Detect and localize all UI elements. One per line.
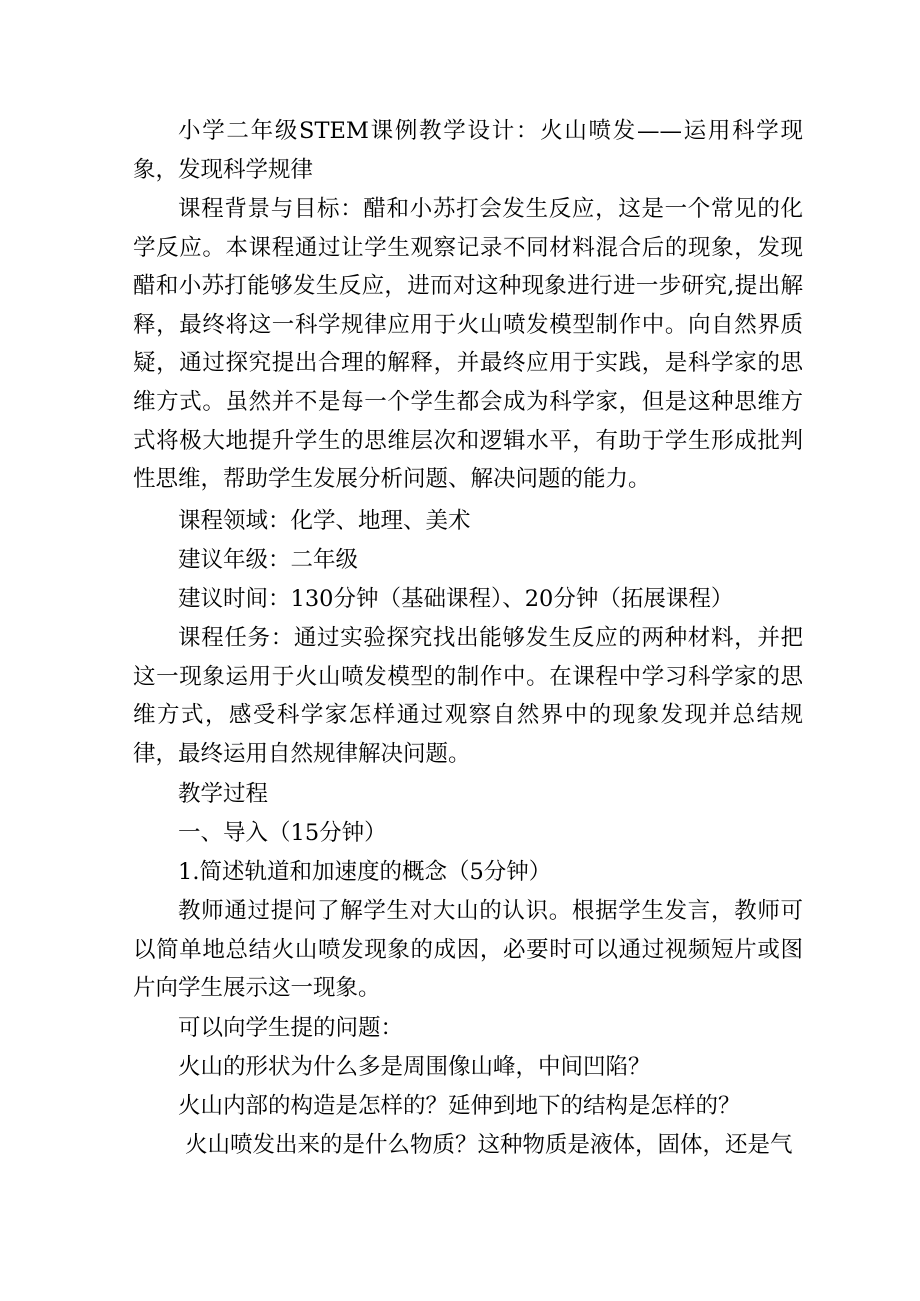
questions-lead: 可以向学生提的问题： [178, 1015, 404, 1041]
section1-heading: 一、导入（15分钟） [178, 820, 387, 846]
question-2: 火山内部的构造是怎样的？延伸到地下的结构是怎样的？ [178, 1093, 741, 1119]
background-paragraph: 课程背景与目标：醋和小苏打会发生反应，这是一个常见的化学反应。本课程通过让学生观察记录不同材料混合后的现象，发现醋和小苏打能够发生反应，进而对这种现象进行进一步研究,提出解释，最终将这一科学规律应用于火山喷发模型制作中。向自然界质疑，通过探究提出合理的解释，并最终应用于实践，是科学家的思维方式。虽然并不是每一个学生都会成为科学家，但是这种思维方式将极大地提升学生的思维层次和逻辑水平，有助于学生形成批判性思维，帮助学生发展分析问题、解决问题的能力。 [133, 196, 803, 493]
grade-line: 建议年级：二年级 [178, 547, 359, 573]
time-line: 建议时间：130分钟（基础课程）、20分钟（拓展课程） [178, 586, 734, 612]
field-line: 课程领域：化学、地理、美术 [178, 508, 471, 534]
process-heading: 教学过程 [178, 781, 269, 807]
subsection1-heading: 1.简述轨道和加速度的概念（5分钟） [178, 859, 552, 885]
intro-paragraph: 教师通过提问了解学生对大山的认识。根据学生发言，教师可以简单地总结火山喷发现象的成因，必要时可以通过视频短片或图片向学生展示这一现象。 [133, 898, 803, 1002]
question-1: 火山的形状为什么多是周围像山峰，中间凹陷？ [178, 1054, 651, 1080]
task-paragraph: 课程任务：通过实验探究找出能够发生反应的两种材料，并把这一现象运用于火山喷发模型的制作中。在课程中学习科学家的思维方式，感受科学家怎样通过观察自然界中的现象发现并总结规律，最终运用自然规律解决问题。 [133, 625, 803, 767]
document-title: 小学二年级STEM课例教学设计：火山喷发——运用科学现象，发现科学规律 [133, 118, 803, 183]
question-3: 火山喷发出来的是什么物质？这种物质是液体，固体，还是气 [185, 1132, 793, 1158]
